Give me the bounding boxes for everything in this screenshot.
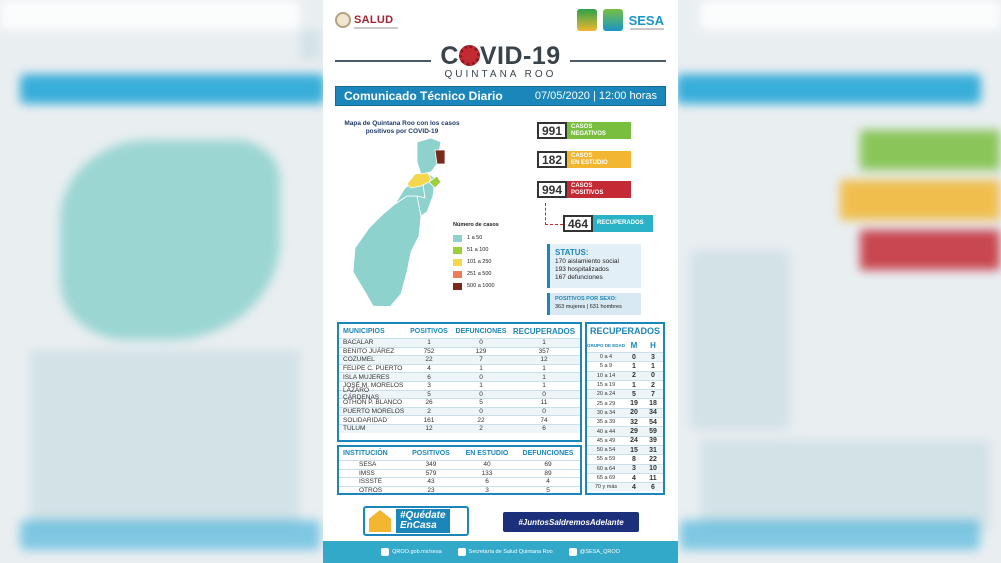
table-row	[339, 372, 580, 381]
cell: BENITO JUÁREZ	[343, 347, 395, 355]
cell: 8	[632, 455, 636, 463]
table-row	[587, 352, 663, 361]
cell: 579	[425, 469, 437, 477]
stat-value: 464	[563, 215, 593, 232]
cell: 6	[427, 373, 431, 381]
quedate-line: EnCasa	[400, 520, 437, 531]
status-title: STATUS:	[555, 248, 589, 257]
legend-title: Número de casos	[453, 222, 499, 228]
cell: 6	[651, 483, 655, 491]
stat-value: 994	[537, 181, 567, 198]
cell: 3	[485, 486, 489, 494]
table-row	[587, 445, 663, 454]
map-title: Mapa de Quintana Roo con los casos positivos por COVID-19	[344, 120, 460, 135]
cell: 54	[649, 418, 657, 426]
table-row	[339, 364, 580, 373]
header-logos	[323, 0, 678, 40]
cell: 50 a 54	[596, 447, 616, 454]
cell: 0	[542, 390, 546, 398]
instituciones-table	[337, 445, 582, 495]
cell: 1	[542, 339, 546, 347]
sexo-value: 363 mujeres | 631 hombres	[555, 304, 622, 310]
stat-negativos	[537, 122, 631, 139]
legend-item	[453, 280, 499, 292]
table-row	[339, 469, 580, 478]
table-row	[587, 408, 663, 417]
cell: 3	[651, 353, 655, 361]
cell: 2	[427, 408, 431, 416]
cell: 4	[632, 483, 636, 491]
cell: 29	[630, 428, 638, 436]
sexo-title: POSITIVOS POR SEXO:	[555, 296, 617, 302]
cell: 32	[630, 418, 638, 426]
cell: 5	[632, 390, 636, 398]
header-cell: DEFUNCIONES	[455, 327, 507, 335]
stat-label-line: CASOS	[571, 124, 593, 130]
stat-estudio	[537, 151, 631, 168]
stat-value: 182	[537, 151, 567, 168]
table-row	[339, 460, 580, 469]
table-row	[339, 477, 580, 486]
footer	[323, 541, 678, 563]
juntos-saldremos-badge: #JuntosSaldremosAdelante	[503, 512, 639, 532]
globe-icon	[381, 548, 389, 556]
header-cell: RECUPERADOS	[512, 326, 576, 336]
cell: 1	[479, 365, 483, 373]
connector-line	[545, 224, 563, 225]
table-row	[587, 371, 663, 380]
table-row	[587, 436, 663, 445]
cell: 1	[651, 362, 655, 370]
cell: TULUM	[343, 425, 366, 433]
cell: 55 a 59	[596, 456, 616, 463]
table-row	[339, 486, 580, 495]
stat-label	[567, 151, 631, 168]
table-row	[339, 424, 580, 433]
table-row	[339, 347, 580, 356]
cell: 35 a 39	[596, 419, 616, 426]
stat-label-line: RECUPERADOS	[597, 220, 644, 227]
cell: SOLIDARIDAD	[343, 416, 388, 424]
cell: 1	[542, 373, 546, 381]
cell: 12	[540, 356, 548, 364]
cell: 5	[546, 486, 550, 494]
cell: 15	[630, 446, 638, 454]
legend-item	[453, 256, 499, 268]
table-row	[587, 361, 663, 370]
cell: 70 y más	[594, 484, 618, 491]
cell: 7	[651, 390, 655, 398]
cell: SESA	[359, 461, 377, 469]
legend-label: 1 a 50	[467, 235, 483, 241]
header-cell: GRUPO DE EDAD	[587, 342, 626, 348]
table-header	[339, 447, 580, 460]
cell: 1	[632, 362, 636, 370]
cell: 1	[542, 382, 546, 390]
table-body	[339, 338, 580, 433]
legend-swatch	[453, 235, 462, 242]
cell: 89	[544, 469, 552, 477]
footer-facebook[interactable]	[458, 548, 553, 556]
cell: 4	[546, 478, 550, 486]
municipios-table	[337, 322, 582, 442]
cell: OTROS	[359, 486, 383, 494]
footer-web[interactable]	[381, 548, 442, 556]
table-row	[587, 398, 663, 407]
cell: COZUMEL	[343, 356, 375, 364]
header-cell: DEFUNCIONES	[522, 450, 574, 457]
cell: 349	[425, 461, 437, 469]
title-letter-c: C	[440, 42, 459, 70]
cell: 3	[632, 465, 636, 473]
cell: PUERTO MORELOS	[343, 408, 405, 416]
footer-twitter-label: @SESA_QROO	[579, 549, 620, 555]
twitter-icon	[569, 548, 577, 556]
quintana-roo-logo-icon	[577, 9, 597, 31]
cell: OTHÓN P. BLANCO	[343, 399, 403, 407]
footer-twitter[interactable]	[569, 548, 620, 556]
sesa-label: SESA	[628, 12, 664, 28]
stat-positivos	[537, 181, 631, 198]
cell: 6	[542, 425, 546, 433]
recuperados-table	[585, 322, 665, 495]
stat-label-line: EN ESTUDIO	[571, 159, 608, 166]
quedate-line: #Quédate	[400, 510, 446, 521]
header-cell: MUNICIPIOS	[343, 327, 385, 335]
seal-icon	[335, 12, 351, 28]
cell: LÁZARO CÁRDENAS	[343, 387, 380, 402]
cell: 59	[649, 428, 657, 436]
header-cell: M	[630, 340, 638, 350]
cell: 18	[649, 400, 657, 408]
connector-line	[545, 203, 546, 225]
cell: 30 a 34	[596, 409, 616, 416]
covid-poster	[323, 0, 678, 563]
house-heart-icon	[369, 510, 391, 532]
table-row	[339, 415, 580, 424]
cell: 4	[427, 365, 431, 373]
stat-label-line: CASOS	[571, 153, 593, 159]
cell: 43	[427, 478, 435, 486]
cell: 40 a 44	[596, 428, 616, 435]
stat-label	[567, 122, 631, 139]
cell: 133	[481, 469, 493, 477]
state-logo-icon	[603, 9, 623, 31]
quedate-en-casa-badge	[363, 506, 469, 536]
stat-recuperados	[563, 215, 653, 232]
legend-item	[453, 244, 499, 256]
cell: 10	[649, 465, 657, 473]
status-box	[547, 244, 641, 288]
legend-label: 101 a 250	[467, 259, 492, 265]
salud-subtitle-line	[354, 27, 398, 29]
cell: 161	[423, 416, 435, 424]
cell: 15 a 19	[596, 382, 616, 389]
table-row	[587, 482, 663, 491]
cell: 40	[483, 461, 491, 469]
legend-swatch	[453, 259, 462, 266]
legend-item	[453, 268, 499, 280]
cell: 752	[423, 347, 435, 355]
cell: 129	[475, 347, 487, 355]
cell: 45 a 49	[596, 437, 616, 444]
status-row: 193 hospitalizados	[555, 266, 609, 273]
table-row	[339, 407, 580, 416]
cell: BACALAR	[343, 339, 374, 347]
cell: 20	[630, 409, 638, 417]
table-row	[339, 387, 580, 402]
cell: FELIPE C. PUERTO	[343, 365, 403, 373]
main-title	[323, 42, 678, 71]
table-row	[339, 338, 580, 347]
cell: 22	[649, 455, 657, 463]
legend-swatch	[453, 271, 462, 278]
header-cell: INSTITUCIÓN	[343, 450, 388, 457]
table-header	[587, 338, 663, 352]
stat-value: 991	[537, 122, 567, 139]
sesa-subtitle-line	[630, 28, 664, 30]
header-cell: EN ESTUDIO	[465, 450, 509, 457]
cell: 39	[649, 437, 657, 445]
stat-label-line: NEGATIVOS	[571, 130, 606, 137]
sexo-box	[547, 293, 641, 315]
map-region-brown	[435, 150, 445, 164]
cell: 0 a 4	[599, 354, 613, 361]
cell: 12	[425, 425, 433, 433]
report-banner	[335, 86, 666, 106]
stat-label	[567, 181, 631, 198]
cell: 20 a 24	[596, 391, 616, 398]
cell: 1	[632, 381, 636, 389]
salud-logo	[335, 12, 393, 28]
cell: 69	[544, 461, 552, 469]
cell: 357	[538, 347, 550, 355]
state-subtitle: QUINTANA ROO	[444, 69, 557, 80]
legend-label: 251 a 500	[467, 271, 492, 277]
cell: 26	[425, 399, 433, 407]
cell: 34	[649, 409, 657, 417]
stat-label-line: POSITIVOS	[571, 189, 604, 196]
cell: IMSS	[359, 469, 375, 477]
header-cell: H	[650, 340, 656, 350]
cell: ISSSTE	[359, 478, 383, 486]
cell: 11	[540, 399, 548, 407]
quedate-text	[396, 509, 450, 533]
banner-date: 07/05/2020 | 12:00 horas	[534, 90, 657, 102]
cell: 23	[427, 486, 435, 494]
banner-title: Comunicado Técnico Diario	[344, 89, 503, 103]
stat-label-line: CASOS	[571, 183, 593, 189]
map-legend	[453, 222, 499, 292]
table-row	[587, 380, 663, 389]
cell: 1	[542, 365, 546, 373]
cell: 2	[651, 381, 655, 389]
table-header	[339, 324, 580, 338]
cell: 1	[427, 339, 431, 347]
cell: 5 a 9	[599, 363, 613, 370]
salud-label: SALUD	[354, 14, 394, 26]
legend-label: 500 a 1000	[467, 283, 495, 289]
cell: 4	[632, 474, 636, 482]
cell: 6	[485, 478, 489, 486]
legend-label: 51 a 100	[467, 247, 489, 253]
table-row	[339, 355, 580, 364]
cell: 0	[479, 390, 483, 398]
cell: 22	[425, 356, 433, 364]
cell: 22	[477, 416, 485, 424]
cell: 25 a 29	[596, 400, 616, 407]
cell: 3	[427, 382, 431, 390]
poster-title	[323, 42, 678, 86]
table-row	[587, 454, 663, 463]
legend-item	[453, 232, 499, 244]
legend-swatch	[453, 247, 462, 254]
table-row	[587, 389, 663, 398]
cell: 0	[479, 373, 483, 381]
cell: 60 a 64	[596, 465, 616, 472]
cell: 0	[542, 408, 546, 416]
cell: 74	[540, 416, 548, 424]
table-row	[587, 473, 663, 482]
cell: 0	[632, 353, 636, 361]
cell: 0	[651, 372, 655, 380]
cell: 2	[632, 372, 636, 380]
cell: 65 a 69	[596, 475, 616, 481]
status-row: 170 aislamiento social	[555, 258, 619, 265]
stat-label	[593, 215, 653, 232]
cell: 5	[479, 399, 483, 407]
cell: 11	[649, 474, 657, 482]
table-row	[587, 464, 663, 473]
title-rest: VID-19	[479, 42, 561, 70]
virus-icon	[459, 45, 480, 66]
recuperados-title: RECUPERADOS	[589, 326, 660, 336]
legend-swatch	[453, 283, 462, 290]
cell: 7	[479, 356, 483, 364]
cell: 31	[649, 446, 657, 454]
status-row: 167 defunciones	[555, 274, 603, 281]
table-row	[339, 398, 580, 407]
quintana-roo-map	[351, 136, 451, 306]
cell: JOSÉ M. MORELOS	[343, 382, 404, 390]
map-region-south	[353, 196, 421, 306]
cell: 1	[479, 382, 483, 390]
cell: 10 a 14	[596, 372, 616, 379]
facebook-icon	[458, 548, 466, 556]
header-cell: POSITIVOS	[412, 450, 450, 457]
footer-web-label: QROO.gob.mx/sesa	[392, 549, 442, 555]
table-row	[587, 417, 663, 426]
cell: 2	[479, 425, 483, 433]
table-row	[587, 426, 663, 435]
cell: ISLA MUJERES	[343, 373, 390, 381]
cell: 24	[630, 437, 638, 445]
footer-facebook-label: Secretaría de Salud Quintana Roo	[468, 549, 553, 555]
cell: 0	[479, 408, 483, 416]
cell: 19	[630, 400, 638, 408]
cell: 5	[427, 390, 431, 398]
cell: 0	[479, 339, 483, 347]
table-body	[587, 352, 663, 491]
header-cell: POSITIVOS	[410, 327, 448, 335]
